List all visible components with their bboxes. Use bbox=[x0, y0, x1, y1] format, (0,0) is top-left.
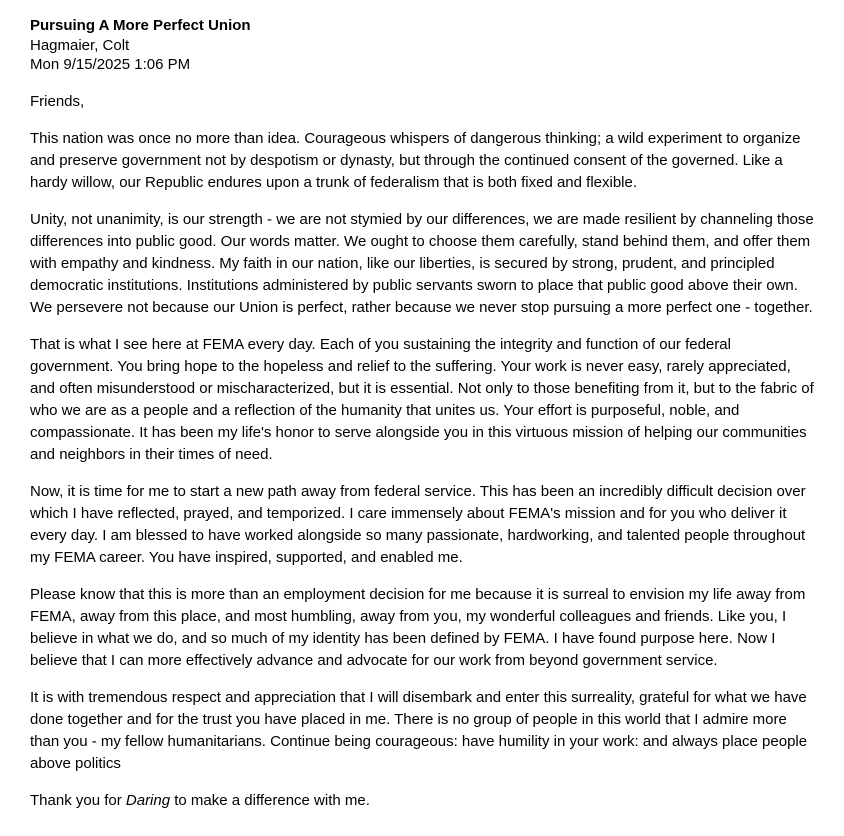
email-paragraph: This nation was once no more than idea. Courageous whispers of dangerous thinking; a wild experiment to organize and preserve government not by despotism or dynasty, but through the continued consent of the governed. Like a hardy willow, our Republic endures upon a trunk of federalism that is both fixed and flexible. bbox=[30, 130, 801, 191]
email-sender: Hagmaier, Colt bbox=[30, 37, 130, 54]
email-paragraph: That is what I see here at FEMA every day. Each of you sustaining the integrity and function of our federal government. You bring hope to the hopeless and relief to the suffering. Your work is never easy, rarely appreciated, and often misunderstood or mischaracterized, but it is essential. Not only to those benefiting from it, but to the fabric of who we are as a people and a reflection of the humanity that unites us. Your effort is purposeful, noble, and compassionate. It has been my life's honor to serve alongside you in this virtuous mission of helping our communities and neighbors in their times of need. bbox=[30, 336, 814, 463]
email-body bbox=[30, 91, 818, 812]
closing-suffix: to make a difference with me. bbox=[170, 792, 370, 809]
email-paragraph: Now, it is time for me to start a new path away from federal service. This has been an incredibly difficult decision over which I have reflected, prayed, and temporized. I care immensely about FEMA's mission and for you who deliver it every day. I am blessed to have worked alongside so many passionate, hardworking, and talented people throughout my FEMA career. You have inspired, supported, and enabled me. bbox=[30, 483, 806, 566]
email-paragraph: It is with tremendous respect and appreciation that I will disembark and enter this surreality, grateful for what we have done together and for the trust you have placed in me. There is no group of people in this world that I admire more than you - my fellow humanitarians. Continue being courageous: have humility in your work: and always place people above politics bbox=[30, 689, 808, 772]
email-timestamp: Mon 9/15/2025 1:06 PM bbox=[30, 56, 191, 73]
closing-italic-word: Daring bbox=[125, 792, 171, 809]
email-paragraph: Please know that this is more than an employment decision for me because it is surreal to envision my life away from FEMA, away from this place, and most humbling, away from you, my wonderful colleagues and friends. Like you, I believe in what we do, and so much of my identity has been defined by FEMA. I have found purpose here. Now I believe that I can more effectively advance and advocate for our work from beyond government service. bbox=[30, 586, 806, 669]
email-closing-line bbox=[30, 790, 818, 812]
email-subject: Pursuing A More Perfect Union bbox=[30, 17, 251, 34]
closing-prefix: Thank you for bbox=[30, 792, 126, 809]
email-paragraph: Unity, not unanimity, is our strength - we are not stymied by our differences, we are made resilient by channeling those differences into public good. Our words matter. We ought to choose them carefully, stand behind them, and offer them with empathy and kindness. My faith in our nation, like our liberties, is secured by strong, prudent, and principled democratic institutions. Institutions administered by public servants sworn to place that public good above their own. We persevere not because our Union is perfect, rather because we never stop pursuing a more perfect one - together. bbox=[30, 211, 814, 316]
email-greeting: Friends, bbox=[30, 93, 85, 110]
